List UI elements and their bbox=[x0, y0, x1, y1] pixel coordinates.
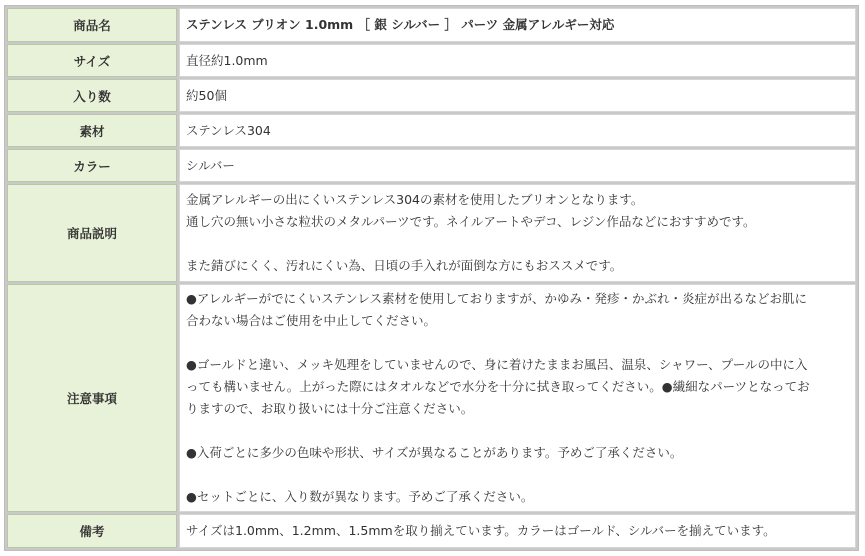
spec-row-material bbox=[7, 114, 856, 147]
spec-label-notes: 注意事項 bbox=[7, 284, 177, 512]
spec-value-notes bbox=[179, 284, 856, 512]
notes-spacer-1 bbox=[186, 332, 849, 354]
notes-p3: ●入荷ごとに多少の色味や形状、サイズが異なることがあります。予めご了承ください。 bbox=[186, 445, 683, 460]
spec-row-notes bbox=[7, 284, 856, 512]
spec-value-count: 約50個 bbox=[179, 79, 856, 112]
spec-row-description bbox=[7, 184, 856, 282]
spec-value-color: シルバー bbox=[179, 149, 856, 182]
notes-spacer-2 bbox=[186, 420, 849, 442]
spec-value-description bbox=[179, 184, 856, 282]
spec-label-description: 商品説明 bbox=[7, 184, 177, 282]
spec-label-material: 素材 bbox=[7, 114, 177, 147]
description-line-2: 通し穴の無い小さな粒状のメタルパーツです。ネイルアートやデコ、レジン作品などにおすすめです。 bbox=[186, 214, 756, 229]
spec-row-size bbox=[7, 44, 856, 77]
spec-label-remarks: 備考 bbox=[7, 514, 177, 548]
notes-p2-line-1: ●ゴールドと違い、メッキ処理をしていませんので、身に着けたままお風呂、温泉、シャワー、プールの中に入 bbox=[186, 357, 808, 372]
notes-p1-line-1: ●アレルギーがでにくいステンレス素材を使用しておりますが、かゆみ・発疹・かぶれ・炎症が出るなどお肌に bbox=[186, 291, 808, 306]
spec-row-count bbox=[7, 79, 856, 112]
description-line-1: 金属アレルギーの出にくいステンレス304の素材を使用したブリオンとなります。 bbox=[186, 192, 644, 207]
spec-value-material: ステンレス304 bbox=[179, 114, 856, 147]
spec-label-count: 入り数 bbox=[7, 79, 177, 112]
spec-label-name: 商品名 bbox=[7, 8, 177, 42]
product-spec-table bbox=[4, 5, 859, 551]
spec-label-color: カラー bbox=[7, 149, 177, 182]
spec-row-color bbox=[7, 149, 856, 182]
description-line-3: また錆びにくく、汚れにくい為、日頃の手入れが面倒な方にもおススメです。 bbox=[186, 258, 623, 273]
spec-value-size: 直径約1.0mm bbox=[179, 44, 856, 77]
notes-p2-line-2: っても構いません。上がった際にはタオルなどで水分を十分に拭き取ってください。●繊細なパーツとなってお bbox=[186, 379, 810, 394]
spec-row-name bbox=[7, 8, 856, 42]
notes-spacer-3 bbox=[186, 464, 849, 486]
description-spacer bbox=[186, 233, 849, 255]
notes-p4: ●セットごとに、入り数が異なります。予めご了承ください。 bbox=[186, 489, 534, 504]
spec-value-name: ステンレス ブリオン 1.0mm ［ 銀 シルバー ］ パーツ 金属アレルギー対応 bbox=[179, 8, 856, 42]
spec-label-size: サイズ bbox=[7, 44, 177, 77]
notes-p1-line-2: 合わない場合はご使用を中止してください。 bbox=[186, 313, 437, 328]
notes-p2-line-3: りますので、お取り扱いには十分ご注意ください。 bbox=[186, 401, 474, 416]
spec-value-remarks: サイズは1.0mm、1.2mm、1.5mmを取り揃えています。カラーはゴールド、シルバーを揃えています。 bbox=[179, 514, 856, 548]
spec-row-remarks bbox=[7, 514, 856, 548]
